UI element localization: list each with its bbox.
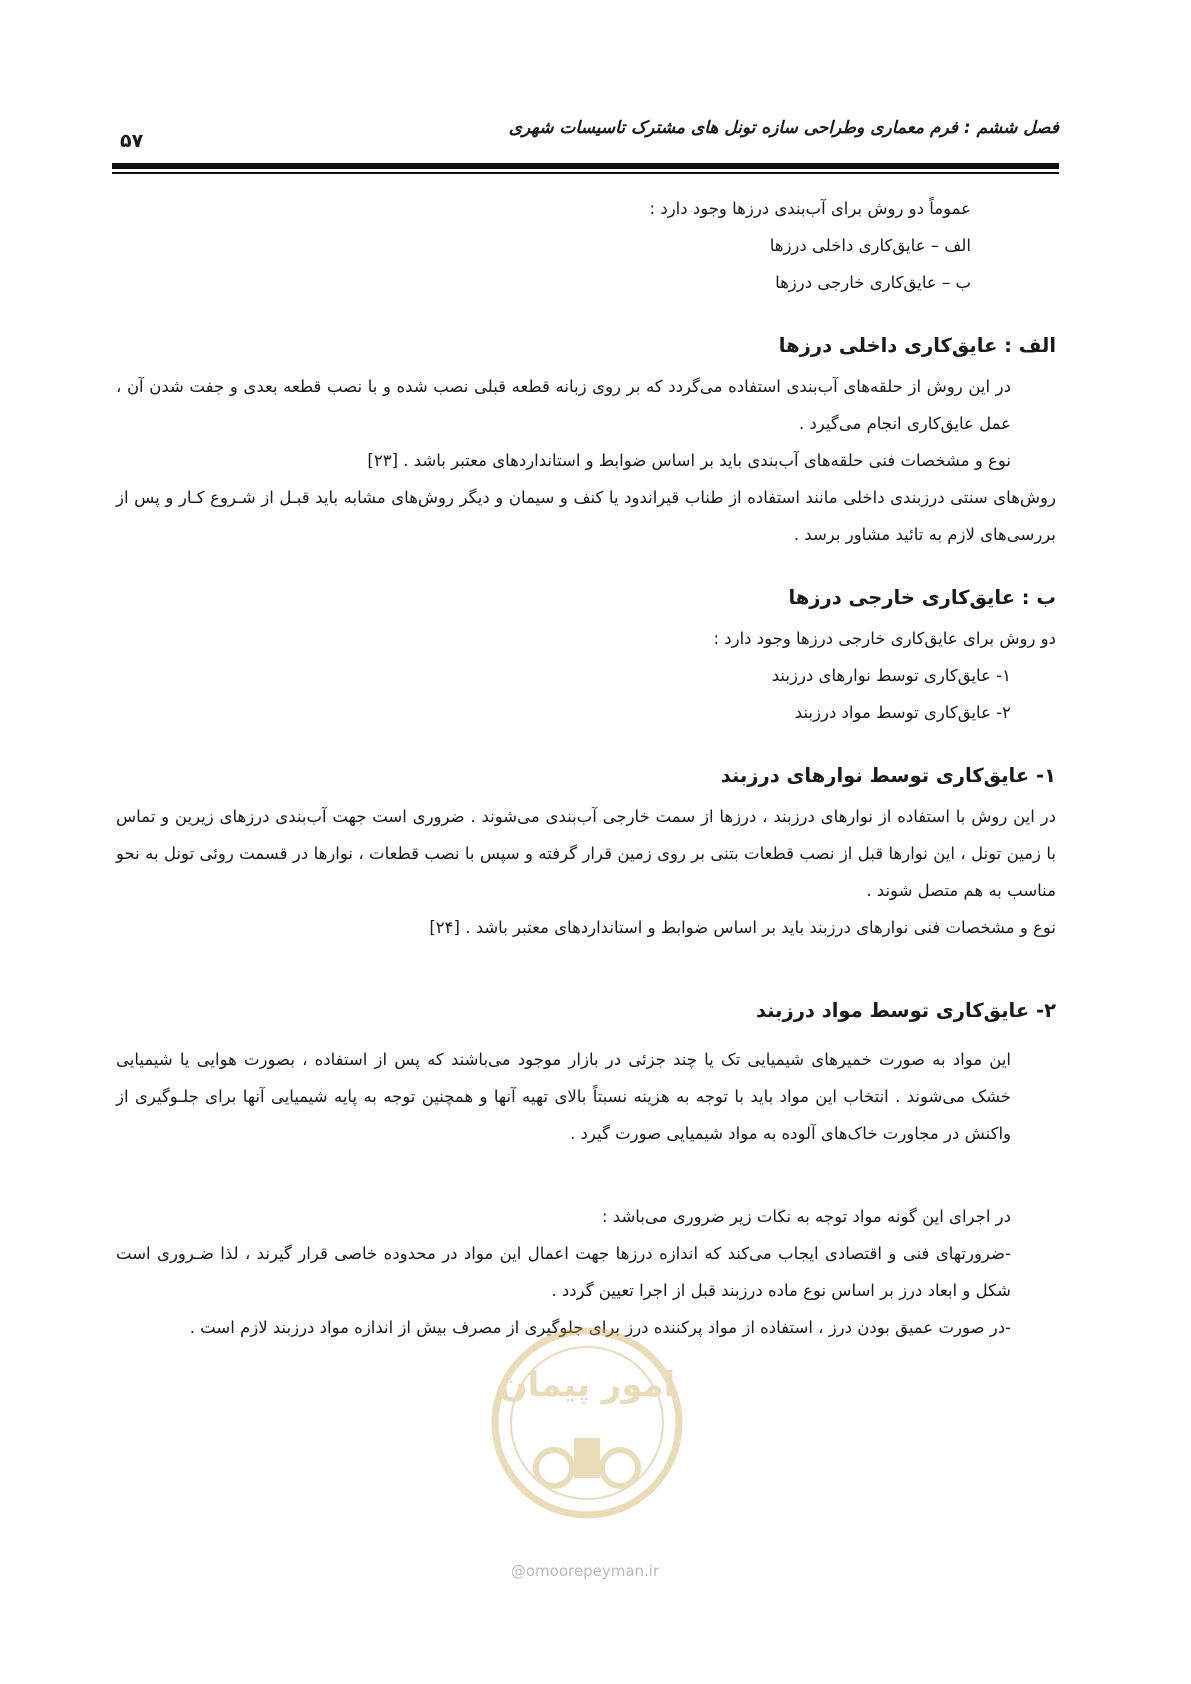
watermark-url: @omoorepeyman.ir: [510, 1562, 660, 1580]
section-2-paragraph-1: این مواد به صورت خمیرهای شیمیایی تک یا چند جزئی در بازار موجود می‌باشند که پس از استفاده ، بصورت هوایی یا شیمیایی خشک می‌شوند . انتخاب این مواد باید با توجه به هزینه نسبتاً بالای تهیه آنها و همچنین توجه به پایه شیمیایی آنها برای جلـوگیری از واکنش در مجاورت خاک‌های آلوده به مواد شیمیایی صورت گیرد .: [116, 1050, 1011, 1143]
page-number: ۵۷: [120, 130, 144, 152]
section-a-paragraph-3: روش‌های سنتی درزبندی داخلی مانند استفاده از طناب قیراندود یا کنف و سیمان و دیگر روش‌های مشابه باید قبـل از شـروع کـار و پس از بررسی‌های لازم به تائید مشاور برسد .: [116, 488, 1056, 544]
watermark-logo-text: امور پیمان: [498, 1365, 676, 1405]
header-rule-thick: [112, 163, 1059, 169]
section-2-paragraph-4: -در صورت عمیق بودن درز ، استفاده از مواد پرکننده درز برای جلوگیری از مصرف بیش از اندازه مواد درزبند لازم است .: [189, 1318, 1011, 1337]
section-b-item-1: ۱- عایق‌کاری توسط نوارهای درزبند: [771, 666, 1011, 685]
intro-line: عموماً دو روش برای آب‌بندی درزها وجود دارد :: [649, 199, 971, 218]
section-b-item-2: ۲- عایق‌کاری توسط مواد درزبند: [794, 703, 1011, 722]
section-1-paragraph-2: نوع و مشخصات فنی نوارهای درزبند باید بر اساس ضوابط و استانداردهای معتبر باشد . [۲۴]: [429, 918, 1056, 937]
section-b-intro: دو روش برای عایق‌کاری خارجی درزها وجود دارد :: [713, 629, 1056, 648]
section-b-heading: ب : عایق‌کاری خارجی درزها: [788, 586, 1056, 609]
chapter-title: فصل ششم : فرم معماری وطراحی سازه تونل های مشترک تاسیسات شهری: [508, 118, 1059, 138]
intro-item-b: ب – عایق‌کاری خارجی درزها: [775, 273, 971, 292]
intro-item-a: الف – عایق‌کاری داخلی درزها: [769, 236, 971, 255]
section-2-heading: ۲- عایق‌کاری توسط مواد درزبند: [755, 999, 1056, 1022]
body-content: [116, 190, 1056, 1346]
watermark-logo-icon: [462, 1318, 712, 1538]
section-1-heading: ۱- عایق‌کاری توسط نوارهای درزبند: [720, 764, 1056, 787]
section-1-paragraph-1: در این روش با استفاده از نوارهای درزبند ، درزها از سمت خارجی آب‌بندی می‌شوند . ضروری است جهت آب‌بندی درزهای زیرین و تماس با زمین تونل ، این نوارها قبل از نصب قطعات بتنی بر روی زمین قرار گرفته و سپس با نصب قطعات ، نوارها در قسمت روئی تونل به نحو مناسب به هم متصل شوند .: [116, 807, 1056, 900]
section-2-paragraph-2: در اجرای این گونه مواد توجه به نکات زیر ضروری می‌باشد :: [602, 1207, 1011, 1226]
header-rule-thin: [112, 172, 1059, 174]
section-2-paragraph-3: -ضرورتهای فنی و اقتصادی ایجاب می‌کند که اندازه درزها جهت اعمال این مواد در محدوده خاصی قرار گیرند ، لذا ضـروری است شکل و ابعاد درز بر اساس نوع ماده درزبند قبل از اجرا تعیین گردد .: [116, 1244, 1011, 1300]
section-a-paragraph-1: در این روش از حلقه‌های آب‌بندی استفاده می‌گردد که بر روی زبانه قطعه قبلی نصب شده و با نصب قطعه بعدی و جفت شدن آن ، عمل عایق‌کاری انجام می‌گیرد .: [116, 377, 1011, 433]
section-a-paragraph-2: نوع و مشخصات فنی حلقه‌های آب‌بندی باید بر اساس ضوابط و استانداردهای معتبر باشد . [۲۳]: [367, 451, 1011, 470]
section-a-heading: الف : عایق‌کاری داخلی درزها: [778, 334, 1056, 357]
